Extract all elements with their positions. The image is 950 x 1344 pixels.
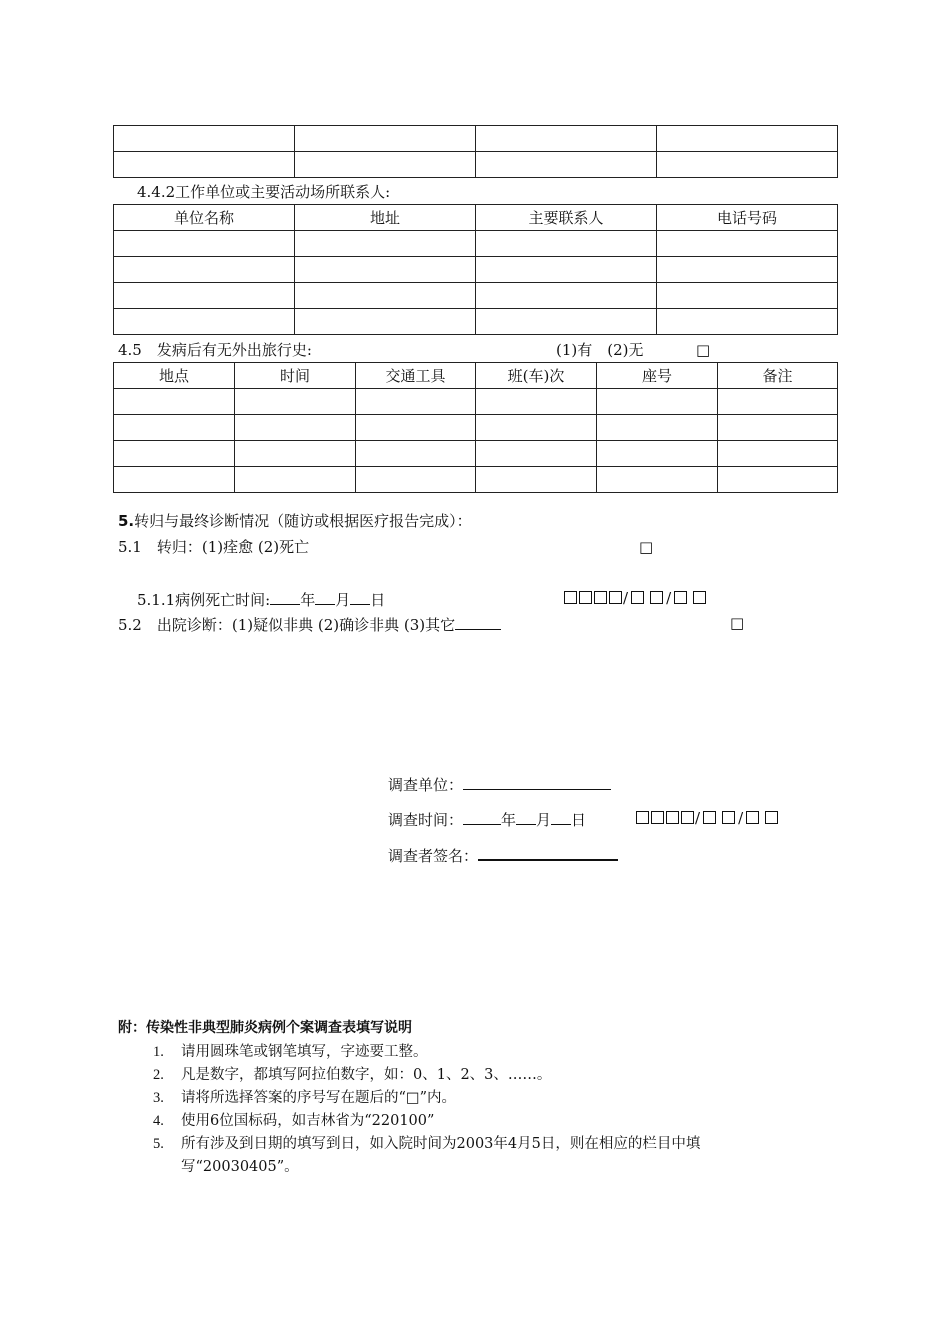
- col-header: 座号: [597, 363, 718, 389]
- digit-box[interactable]: [703, 811, 716, 824]
- contact-table: [113, 204, 838, 335]
- table-row: [114, 467, 838, 493]
- year-label: 年: [300, 591, 316, 609]
- digit-box[interactable]: [650, 591, 663, 604]
- col-header: 电话号码: [657, 205, 838, 231]
- digit-box[interactable]: [746, 811, 759, 824]
- date-slash: /: [695, 809, 701, 827]
- table-header-row: [114, 363, 838, 389]
- death-year-blank[interactable]: [270, 588, 300, 605]
- col-header: 时间: [235, 363, 356, 389]
- col-header: 主要联系人: [476, 205, 657, 231]
- section-4-5-answer-box[interactable]: □: [696, 341, 711, 359]
- section-5-number: 5.: [118, 512, 135, 530]
- section-4-5-options: (1)有 (2)无: [556, 341, 644, 359]
- section-5-heading: [118, 511, 472, 531]
- year-label: 年: [501, 811, 517, 829]
- table-row: [114, 283, 838, 309]
- list-item: 5. 所有涉及到日期的填写到日，如入院时间为2003年4月5日，则在相应的栏目中填: [153, 1136, 701, 1152]
- survey-unit-row: [388, 773, 611, 795]
- top-table: [113, 125, 838, 178]
- digit-box[interactable]: [693, 591, 706, 604]
- date-slash: /: [666, 589, 672, 607]
- death-day-blank[interactable]: [350, 588, 370, 605]
- table-row: [114, 309, 838, 335]
- survey-day-blank[interactable]: [551, 808, 571, 825]
- survey-month-blank[interactable]: [516, 808, 536, 825]
- survey-time-row: [388, 808, 586, 830]
- digit-box[interactable]: [765, 811, 778, 824]
- date-slash: /: [738, 809, 744, 827]
- col-header: 交通工具: [356, 363, 476, 389]
- q5-2-answer-box[interactable]: □: [730, 614, 745, 632]
- month-label: 月: [536, 811, 552, 829]
- death-month-blank[interactable]: [315, 588, 335, 605]
- list-item-continuation: 写“20030405”。: [181, 1159, 299, 1175]
- col-header: 地址: [295, 205, 476, 231]
- digit-box[interactable]: [666, 811, 679, 824]
- appendix-title: 附：传染性非典型肺炎病例个案调查表填写说明: [118, 1020, 412, 1036]
- col-header: 单位名称: [114, 205, 295, 231]
- survey-date-boxes[interactable]: [635, 808, 781, 828]
- survey-signer-blank[interactable]: [478, 843, 618, 861]
- date-slash: /: [623, 589, 629, 607]
- digit-box[interactable]: [722, 811, 735, 824]
- q5-1-1-label: 5.1.1病例死亡时间:: [137, 591, 271, 609]
- survey-signer-label: 调查者签名：: [388, 847, 479, 865]
- digit-box[interactable]: [674, 591, 687, 604]
- list-item: 2. 凡是数字，都填写阿拉伯数字，如：0、1、2、3、……。: [153, 1067, 552, 1083]
- digit-box[interactable]: [579, 591, 592, 604]
- q5-2-label: 5.2 出院诊断：(1)疑似非典 (2)确诊非典 (3)其它: [118, 616, 456, 634]
- survey-year-blank[interactable]: [463, 808, 501, 825]
- table-row: [114, 126, 838, 152]
- digit-box[interactable]: [594, 591, 607, 604]
- table-row: [114, 257, 838, 283]
- other-diagnosis-blank[interactable]: [455, 613, 501, 630]
- survey-unit-blank[interactable]: [463, 773, 611, 790]
- col-header: 备注: [718, 363, 838, 389]
- section-5-title: 转归与最终诊断情况（随访或根据医疗报告完成）：: [134, 512, 472, 530]
- list-item: 1. 请用圆珠笔或钢笔填写，字迹要工整。: [153, 1044, 428, 1060]
- section-4-4-2-title: 4.4.2工作单位或主要活动场所联系人:: [137, 183, 391, 201]
- q5-1-label: 5.1 转归：(1)痊愈 (2)死亡: [118, 538, 310, 556]
- death-date-boxes[interactable]: [563, 588, 709, 608]
- table-row: [114, 152, 838, 178]
- table-header-row: [114, 205, 838, 231]
- digit-box[interactable]: [631, 591, 644, 604]
- digit-box[interactable]: [564, 591, 577, 604]
- appendix-list: [153, 1041, 833, 1179]
- col-header: 班(车)次: [476, 363, 597, 389]
- q5-1-1-row: [137, 588, 385, 610]
- survey-unit-label: 调查单位：: [388, 776, 464, 794]
- q5-1-answer-box[interactable]: □: [639, 538, 654, 556]
- digit-box[interactable]: [681, 811, 694, 824]
- table-row: [114, 231, 838, 257]
- list-item: 3. 请将所选择答案的序号写在题后的“□”内。: [153, 1090, 457, 1106]
- section-4-5-label: 4.5 发病后有无外出旅行史:: [118, 341, 312, 359]
- table-row: [114, 415, 838, 441]
- survey-time-label: 调查时间：: [388, 811, 464, 829]
- table-row: [114, 441, 838, 467]
- list-item: 4. 使用6位国标码，如吉林省为“220100”: [153, 1113, 435, 1129]
- digit-box[interactable]: [651, 811, 664, 824]
- survey-signer-row: [388, 843, 618, 866]
- q5-2-row: [118, 613, 501, 635]
- col-header: 地点: [114, 363, 235, 389]
- digit-box[interactable]: [609, 591, 622, 604]
- travel-table: [113, 362, 838, 493]
- day-label: 日: [571, 811, 587, 829]
- table-row: [114, 389, 838, 415]
- month-label: 月: [335, 591, 351, 609]
- digit-box[interactable]: [636, 811, 649, 824]
- day-label: 日: [370, 591, 386, 609]
